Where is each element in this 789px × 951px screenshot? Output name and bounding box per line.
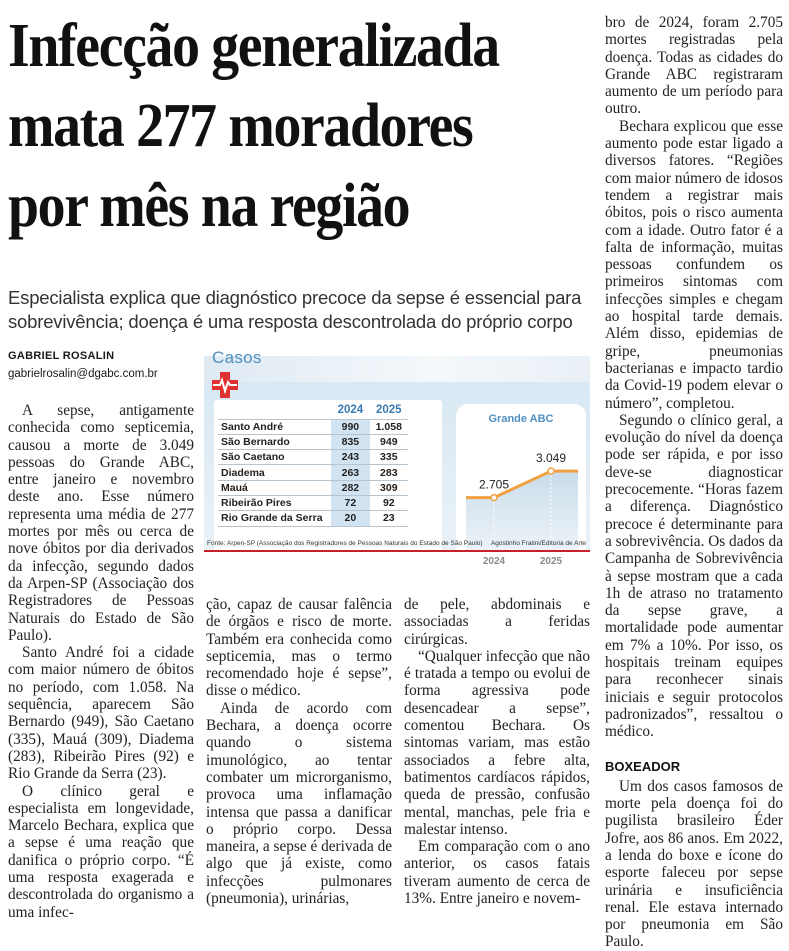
infographic-title: Casos xyxy=(212,348,262,367)
table-cell-city: Santo André xyxy=(218,419,331,434)
infographic xyxy=(204,348,590,567)
paragraph: A sepse, antigamente conhecida como septicemia, causou a morte de 3.049 pessoas do Grande ABC, entre janeiro e novembro deste ano. Esse número representa uma média de 277 mortes por mês ou cerca de nove óbitos por dia derivados da infecção, segundo dados da Arpen-SP (Associação dos Registradores de Pessoas Naturais do Estado de São Paulo). xyxy=(8,402,194,644)
table-cell-2025: 1.058 xyxy=(370,419,408,434)
x-tick-label: 2025 xyxy=(539,556,563,567)
paragraph: “Qualquer infecção que não é tratada a tempo ou evolui de forma agressiva pode desencadear a sepse”, comentou Bechara. Os sintomas variam, mas estão associados a febre alta, batimentos cardíacos rápidos, queda de pressão, confusão mental, manchas, pele fria e malestar intenso. xyxy=(404,647,590,838)
table-cell-city: Ribeirão Pires xyxy=(218,495,331,510)
headline-line-1: Infecção generalizada xyxy=(8,12,499,80)
table-cell-2025: 949 xyxy=(370,434,408,449)
paragraph: Em comparação com o ano anterior, os casos fatais tiveram aumento de cerca de 13%. Entre janeiro e novem- xyxy=(404,838,590,908)
infographic-source xyxy=(204,538,590,552)
infographic-header-bar xyxy=(204,356,590,382)
art-credit: Agostinho Fratini/Editoria de Arte xyxy=(490,540,586,547)
article-column-2 xyxy=(206,596,392,907)
paragraph: Segundo o clínico geral, a evolução do nível da doença pode ser rápida, e por isso deve-se diagnosticar precocemente. “Horas fazem a diferença. Diagnóstico precoce é determinante para a sobrevivência. Os dados da Campanha de Sobrevivência à sepse mostram que a cada 1h de atraso no tratamento da sepse grave, a mortalidade pode aumentar em 7% a 10%. Por isso, os hospitais treinam equipes para reconhecer sinais iniciais e seguir protocolos padronizados”, ressaltou o médico. xyxy=(605,411,783,741)
table-cell-2024: 990 xyxy=(331,419,369,434)
table-cell-city: Rio Grande da Serra xyxy=(218,511,331,526)
headline-line-2: mata 277 moradores xyxy=(8,92,473,160)
headline xyxy=(8,6,539,246)
data-label: 2.705 xyxy=(478,477,510,492)
table-cell-2024: 72 xyxy=(331,495,369,510)
table-cell-2024: 20 xyxy=(331,511,369,526)
byline-email[interactable]: gabrielrosalin@dgabc.com.br xyxy=(8,368,158,380)
table-row xyxy=(218,480,408,495)
table-row xyxy=(218,450,408,465)
table-cell-2025: 23 xyxy=(370,511,408,526)
paragraph: ção, capaz de causar falência de órgãos e risco de morte. Também era conhecida como septicemia, mas o termo recomendado hoje é sepse”, disse o médico. xyxy=(206,596,392,700)
table-row xyxy=(218,511,408,526)
article-column-3 xyxy=(404,596,590,907)
chart-title: Grande ABC xyxy=(488,413,554,425)
paragraph: Um dos casos famosos de morte pela doença foi do pugilista brasileiro Éder Jofre, aos 86 anos. Em 2022, a lenda do boxe e ícone do esporte faleceu por sepse urinária e insuficiência renal. Ele estava internado por pneumonia em São Paulo. xyxy=(605,777,783,951)
table-cell-city: São Bernardo xyxy=(218,434,331,449)
table-cell-2025: 92 xyxy=(370,495,408,510)
table-row xyxy=(218,434,408,449)
medical-cross-heartbeat-icon xyxy=(210,370,240,400)
paragraph: Bechara explicou que esse aumento pode estar ligado a diversos fatores. “Regiões com maior número de idosos tendem a registrar mais óbitos, pois o risco aumenta com a idade. Outro fator é a falta de informação, muitas pessoas confundem os primeiros sintomas com infecções simples e chegam ao hospital tarde demais. Além disso, epidemias de gripe, pneumonias bacterianas e impacto tardio da Covid-19 podem elevar o número”, completou. xyxy=(605,117,783,412)
table-cell-city: São Caetano xyxy=(218,450,331,465)
table-cell-2025: 283 xyxy=(370,465,408,480)
table-row xyxy=(218,495,408,510)
table-header-2025: 2025 xyxy=(375,404,402,417)
cases-table xyxy=(218,402,408,527)
paragraph: Ainda de acordo com Bechara, a doença ocorre quando o sistema imunológico, ao tentar combater um microrganismo, provoca uma inflamação intensa que passa a danificar o próprio corpo. Dessa maneira, a sepse é derivada de algo que já existe, como infecções pulmonares (pneumonia), urinárias, xyxy=(206,699,393,908)
table-cell-city: Diadema xyxy=(218,465,331,480)
table-cell-2024: 835 xyxy=(331,434,369,449)
paragraph: O clínico geral e especialista em longevidade, Marcelo Bechara, explica que a sepse é uma reação que danifica o próprio corpo. “É uma resposta exagerada e descontrolada do organismo a uma infec- xyxy=(8,782,194,921)
table-header-2024: 2024 xyxy=(337,404,364,417)
table-header-empty xyxy=(218,402,331,419)
table-row xyxy=(218,419,408,434)
section-heading-boxeador: BOXEADOR xyxy=(605,759,681,775)
infographic-panel xyxy=(204,382,590,567)
table-row xyxy=(218,465,408,480)
x-tick-label: 2024 xyxy=(482,556,506,567)
headline-line-3: por mês na região xyxy=(8,172,410,240)
paragraph: Santo André foi a cidade com maior número de óbitos no período, com 1.058. Na sequência, aparecem São Bernardo (949), São Caetano (335), Mauá (309), Diadema (283), Ribeirão Pires (92) e Rio Grande da Serra (23). xyxy=(8,644,194,783)
byline-name: GABRIEL ROSALIN xyxy=(8,350,115,362)
paragraph: de pele, abdominais e associadas a feridas cirúrgicas. xyxy=(404,596,590,648)
table-cell-2025: 309 xyxy=(370,480,408,495)
article-column-4 xyxy=(605,14,783,951)
table-cell-2024: 263 xyxy=(331,465,369,480)
table-cell-2024: 243 xyxy=(331,450,369,465)
data-point xyxy=(548,468,554,474)
source-text: Fonte: Arpen-SP (Associação dos Registradores de Pessoas Naturais do Estado de São Paulo) xyxy=(207,540,483,547)
data-label: 3.049 xyxy=(535,451,567,466)
table-cell-city: Mauá xyxy=(218,480,331,495)
table-cell-2024: 282 xyxy=(331,480,369,495)
subtitle: Especialista explica que diagnóstico precoce da sepse é essencial para sobrevivência; doença é uma resposta descontrolada do próprio corpo xyxy=(8,287,582,332)
article-column-1 xyxy=(8,402,194,921)
paragraph: bro de 2024, foram 2.705 mortes registradas pela doença. Todas as cidades do Grande ABC registraram aumento de um período para outro. xyxy=(605,14,783,118)
data-point xyxy=(491,495,497,501)
table-cell-2025: 335 xyxy=(370,450,408,465)
